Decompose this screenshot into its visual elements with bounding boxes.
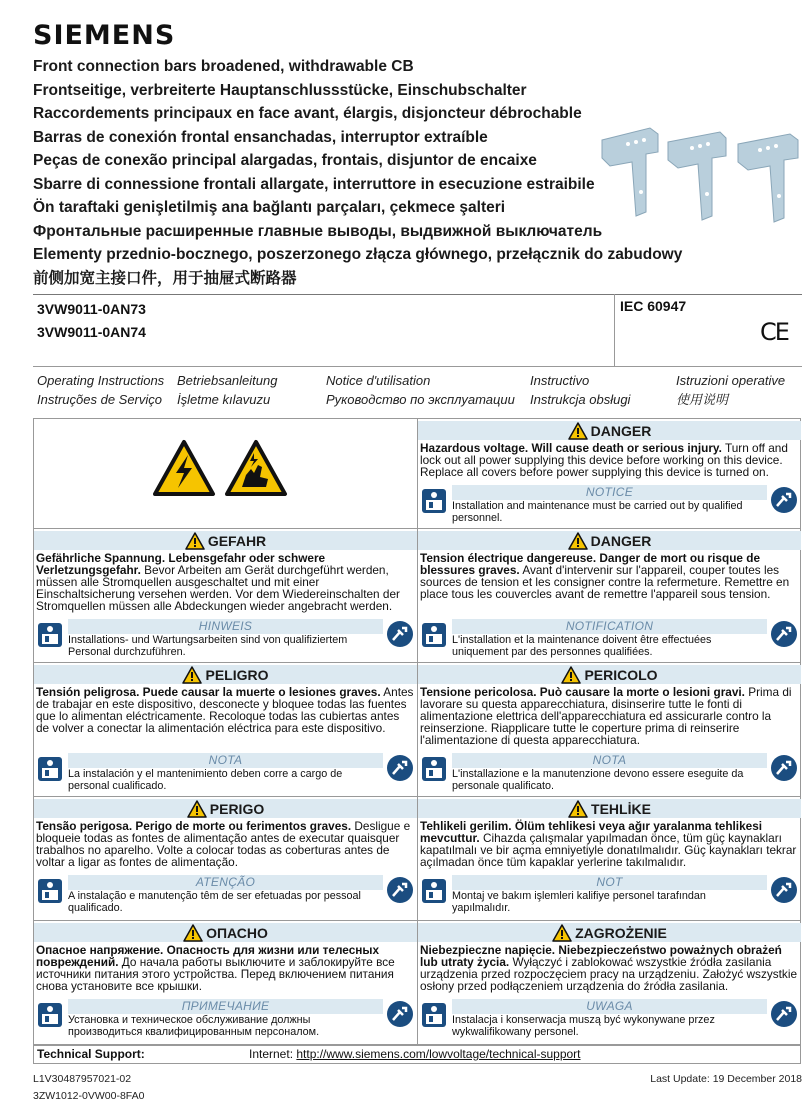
- standard-label: IEC 60947: [620, 298, 687, 314]
- notice-text: Montaj ve bakım işlemleri kalifiye personel tarafından yapılmalıdır.: [452, 890, 706, 914]
- last-update: Last Update: 19 December 2018: [650, 1073, 802, 1085]
- warning-triangle-icon: [182, 666, 202, 684]
- signal-word-bar: [34, 923, 417, 942]
- instructions-col-2: [177, 372, 277, 409]
- product-titles: [33, 55, 683, 290]
- notice-block: [34, 999, 417, 1045]
- safety-grid: [33, 418, 801, 1045]
- notice-text: La instalación y el mantenimiento deben corre a cargo de personal cualificado.: [68, 768, 343, 792]
- electric-hazard-hand-icon: [224, 439, 288, 497]
- read-manual-icon: [421, 622, 447, 648]
- hazard-bold: Опасное напряжение. Опасность для жизни или телесных повреждений.: [36, 943, 380, 969]
- signal-word: PERIGO: [209, 800, 265, 817]
- hazard-detail: Antes de trabajar en este dispositivo, desconecte y bloquee todas las fuentes que lo alimentan eléctricamente. Recoloque todas las cubiertas antes de volver a conectar la alimentación eléctrica para este dispositivo.: [36, 685, 414, 735]
- doc-id: L1V30487957021-02: [33, 1073, 132, 1085]
- signal-word-bar: [34, 531, 417, 550]
- read-manual-icon: [37, 756, 63, 782]
- section-pt: [34, 797, 418, 921]
- hazard-text: [36, 820, 415, 868]
- hazard-text: [420, 552, 799, 600]
- section-fr: [418, 529, 801, 663]
- signal-word-bar: [418, 799, 801, 818]
- divider: [33, 294, 802, 295]
- notice-text: Instalacja i konserwacja muszą być wykonywane przez wykwalifikowany personel.: [452, 1014, 715, 1038]
- signal-word-bar: [418, 665, 801, 684]
- section-tr: [418, 797, 801, 921]
- qualified-personnel-icon: [770, 486, 798, 514]
- hazard-bold: Tehlikeli gerilim. Ölüm tehlikesi veya ağır yaralanma tehlikesi mevcuttur.: [420, 819, 763, 845]
- read-manual-icon: [421, 488, 447, 514]
- instructions-label: İşletme kılavuzu: [177, 391, 271, 407]
- hazard-detail: Avant d'intervenir sur l'appareil, couper toutes les sources de tension et les consigner contre la refermeture. Remettre en place tous les couvercles avant de remettre l'appareil sous tension.: [420, 563, 790, 601]
- signal-word: GEFAHR: [207, 532, 267, 549]
- title-es: Barras de conexión frontal ensanchadas, interruptor extraíble: [33, 128, 488, 146]
- notice-label: HINWEIS: [68, 619, 383, 634]
- signal-word: PELIGRO: [205, 666, 269, 683]
- connection-bars-illustration: [598, 122, 803, 224]
- hazard-detail: Turn off and lock out all power supplying this device before working on this device. Replace all covers before power supplying this device is turned on.: [420, 441, 788, 479]
- hazard-pictograms: [34, 419, 418, 529]
- notice-text: A instalação e manutenção têm de ser efetuadas por pessoal qualificado.: [68, 890, 361, 914]
- notice-label: NOT: [452, 875, 767, 890]
- hazard-bold: Tensione pericolosa. Può causare la morte o lesioni gravi.: [420, 685, 745, 699]
- notice-text: L'installation et la maintenance doivent être effectuées uniquement par des personnes qualifiées.: [452, 634, 712, 658]
- title-pt: Peças de conexão principal alargadas, frontais, disjuntor de encaixe: [33, 152, 537, 169]
- section-de: [34, 529, 418, 663]
- hazard-bold: Tension électrique dangereuse. Danger de mort ou risque de blessures graves.: [420, 551, 761, 577]
- notice-label: NOTA: [452, 753, 767, 768]
- support-label: Technical Support:: [37, 1047, 145, 1061]
- notice-label: NOTA: [68, 753, 383, 768]
- hazard-text: [420, 442, 799, 478]
- notice-block: [418, 875, 801, 921]
- signal-word: PERICOLO: [584, 666, 658, 683]
- warning-triangle-icon: [183, 924, 203, 942]
- title-ru: Фронтальные расширенные главные выводы, выдвижной выключатель: [33, 222, 603, 240]
- hazard-text: [36, 552, 415, 612]
- qualified-personnel-icon: [386, 620, 414, 648]
- hazard-text: [420, 820, 799, 868]
- notice-text: Installations- und Wartungsarbeiten sind von qualifiziertem Personal durchzuführen.: [68, 634, 348, 658]
- qualified-personnel-icon: [770, 1000, 798, 1028]
- hazard-bold: Hazardous voltage. Will cause death or serious injury.: [420, 441, 722, 455]
- support-link[interactable]: http://www.siemens.com/lowvoltage/technical-support: [296, 1047, 581, 1061]
- electric-shock-icon: [152, 439, 216, 497]
- instructions-label: Instruções de Serviço: [37, 391, 163, 407]
- warning-triangle-icon: [552, 924, 572, 942]
- siemens-logo: SIEMENS: [33, 20, 176, 51]
- notice-block: [418, 619, 801, 663]
- hazard-text: [36, 686, 415, 734]
- warning-triangle-icon: [568, 532, 588, 550]
- notice-label: ATENÇÃO: [68, 875, 383, 890]
- signal-word-bar: [418, 531, 801, 550]
- read-manual-icon: [37, 622, 63, 648]
- divider: [614, 294, 615, 366]
- qualified-personnel-icon: [770, 876, 798, 904]
- instructions-label: Руководство по эксплуатации: [326, 391, 515, 407]
- qualified-personnel-icon: [386, 1000, 414, 1028]
- instructions-col-3: [326, 372, 515, 409]
- notice-label: UWAGA: [452, 999, 767, 1014]
- title-de: Frontseitige, verbreiterte Hauptanschlussstücke, Einschubschalter: [33, 81, 527, 99]
- notice-text: Installation and maintenance must be carried out by qualified personnel.: [452, 500, 743, 524]
- notice-block: [418, 485, 801, 529]
- read-manual-icon: [421, 878, 447, 904]
- title-en: Front connection bars broadened, withdrawable CB: [33, 58, 414, 75]
- hazard-detail: Bevor Arbeiten am Gerät durchgeführt werden, müssen alle Stromquellen ausgeschaltet und mit einer Einschaltsicherung versehen werden. Vor dem Wiedereinschalten der Stromquellen müssen alle Abdeckungen wieder angebracht werden.: [36, 563, 400, 613]
- notice-block: [34, 753, 417, 797]
- qualified-personnel-icon: [770, 754, 798, 782]
- notice-label: ПРИМЕЧАНИЕ: [68, 999, 383, 1014]
- hazard-detail: Prima di lavorare su questa apparecchiatura, disinserire tutte le fonti di alimentazione elettrica dell'apparecchiatura ed assicurarle contro la reinserzione. Riapplicare tutte le coperture prima di reinserire l'alimentazione di questa apparecchiatura.: [420, 685, 792, 747]
- signal-word: TEHLİKE: [591, 800, 651, 817]
- hazard-text: [420, 944, 799, 992]
- warning-triangle-icon: [187, 800, 207, 818]
- read-manual-icon: [421, 756, 447, 782]
- read-manual-icon: [421, 1002, 447, 1028]
- section-es: [34, 663, 418, 797]
- title-it: Sbarre di connessione frontali allargate, interruttore in esecuzione estraibile: [33, 175, 595, 193]
- title-zh: 前侧加宽主接口件，用于抽屉式断路器: [33, 269, 297, 287]
- support-prefix: Internet:: [249, 1047, 297, 1061]
- qualified-personnel-icon: [386, 876, 414, 904]
- divider: [33, 366, 802, 367]
- title-pl: Elementy przednio-bocznego, poszerzonego złącza głównego, przełącznik do zabudowy: [33, 246, 683, 263]
- instructions-label: 使用说明: [676, 391, 729, 407]
- signal-word-bar: [418, 421, 801, 440]
- notice-block: [418, 753, 801, 797]
- instructions-label: Operating Instructions: [37, 373, 165, 388]
- ce-mark-icon: CE: [760, 318, 788, 346]
- hazard-bold: Niebezpieczne napięcie. Niebezpieczeństwo poważnych obrażeń lub utraty życia.: [420, 943, 782, 969]
- hazard-detail: Desligue e bloqueie todas as fontes de alimentação antes de executar quaisquer trabalhos no aparelho. Volte a colocar todas as coberturas antes de voltar a ligar as fontes de alimentação.: [36, 819, 411, 869]
- hazard-detail: Wyłączyć i zablokować wszystkie źródła zasilania urządzenia przed rozpoczęciem pracy na urządzeniu. Założyć wszystkie osłony przed podłączeniem urządzenia do źródła zasilania.: [420, 955, 798, 993]
- instructions-label: Notice d'utilisation: [326, 373, 431, 388]
- read-manual-icon: [37, 1002, 63, 1028]
- instructions-label: Instrukcja obsługi: [530, 391, 631, 407]
- signal-word-bar: [418, 923, 801, 942]
- instructions-label: Betriebsanleitung: [177, 373, 278, 388]
- warning-triangle-icon: [568, 800, 588, 818]
- qualified-personnel-icon: [770, 620, 798, 648]
- notice-label: NOTIFICATION: [452, 619, 767, 634]
- instructions-col-5: [676, 372, 785, 409]
- signal-word-bar: [34, 799, 417, 818]
- notice-text: L'installazione e la manutenzione devono essere eseguite da personale qualificato.: [452, 768, 744, 792]
- warning-triangle-icon: [185, 532, 205, 550]
- order-number: 3VW9011-0AN74: [37, 324, 146, 340]
- signal-word: DANGER: [590, 532, 652, 549]
- hazard-bold: Gefährliche Spannung. Lebensgefahr oder schwere Verletzungsgefahr.: [36, 551, 326, 577]
- instructions-col-1: [37, 372, 164, 409]
- notice-label: NOTICE: [452, 485, 767, 500]
- hazard-detail: До начала работы выключите и заблокируйте все источники питания этого устройства. Перед включением питания снова установите все крышки.: [36, 955, 395, 993]
- title-tr: Ön taraftaki genişletilmiş ana bağlantı parçaları, çekmece şalteri: [33, 199, 506, 216]
- instructions-label: Istruzioni operative: [676, 373, 786, 388]
- signal-word: ZAGROŻENIE: [575, 924, 667, 941]
- title-fr: Raccordements principaux en face avant, élargis, disjoncteur débrochable: [33, 105, 582, 122]
- section-ru: [34, 921, 418, 1045]
- read-manual-icon: [37, 878, 63, 904]
- instructions-col-4: [530, 372, 630, 409]
- warning-triangle-icon: [561, 666, 581, 684]
- signal-word: ОПАСНО: [206, 924, 268, 941]
- order-numbers: [37, 298, 146, 344]
- section-it: [418, 663, 801, 797]
- section-pl: [418, 921, 801, 1045]
- doc-number: 3ZW1012-0VW00-8FA0: [33, 1090, 145, 1102]
- warning-triangle-icon: [568, 422, 588, 440]
- section-en: [418, 419, 801, 529]
- notice-block: [34, 619, 417, 663]
- notice-text: Установка и техническое обслуживание должны производиться квалифицированным персоналом.: [68, 1014, 320, 1038]
- hazard-bold: Tensión peligrosa. Puede causar la muerte o lesiones graves.: [36, 685, 381, 699]
- signal-word: DANGER: [590, 422, 652, 439]
- qualified-personnel-icon: [386, 754, 414, 782]
- technical-support-bar: [33, 1045, 801, 1064]
- order-number: 3VW9011-0AN73: [37, 301, 146, 317]
- hazard-bold: Tensão perigosa. Perigo de morte ou ferimentos graves.: [36, 819, 352, 833]
- hazard-detail: Cihazda çalışmalar yapılmadan önce, tüm güç kaynakları kapatılmalı ve bir açma emniyetiyle donatılmalıdır. Güç kaynakları tekrar açılmadan önce tüm kapaklar yerlerine takılmalıdır.: [420, 831, 797, 869]
- hazard-text: [36, 944, 415, 992]
- instructions-label: Instructivo: [530, 373, 590, 388]
- signal-word-bar: [34, 665, 417, 684]
- notice-block: [34, 875, 417, 921]
- notice-block: [418, 999, 801, 1045]
- support-internet: [249, 1046, 581, 1063]
- hazard-text: [420, 686, 799, 746]
